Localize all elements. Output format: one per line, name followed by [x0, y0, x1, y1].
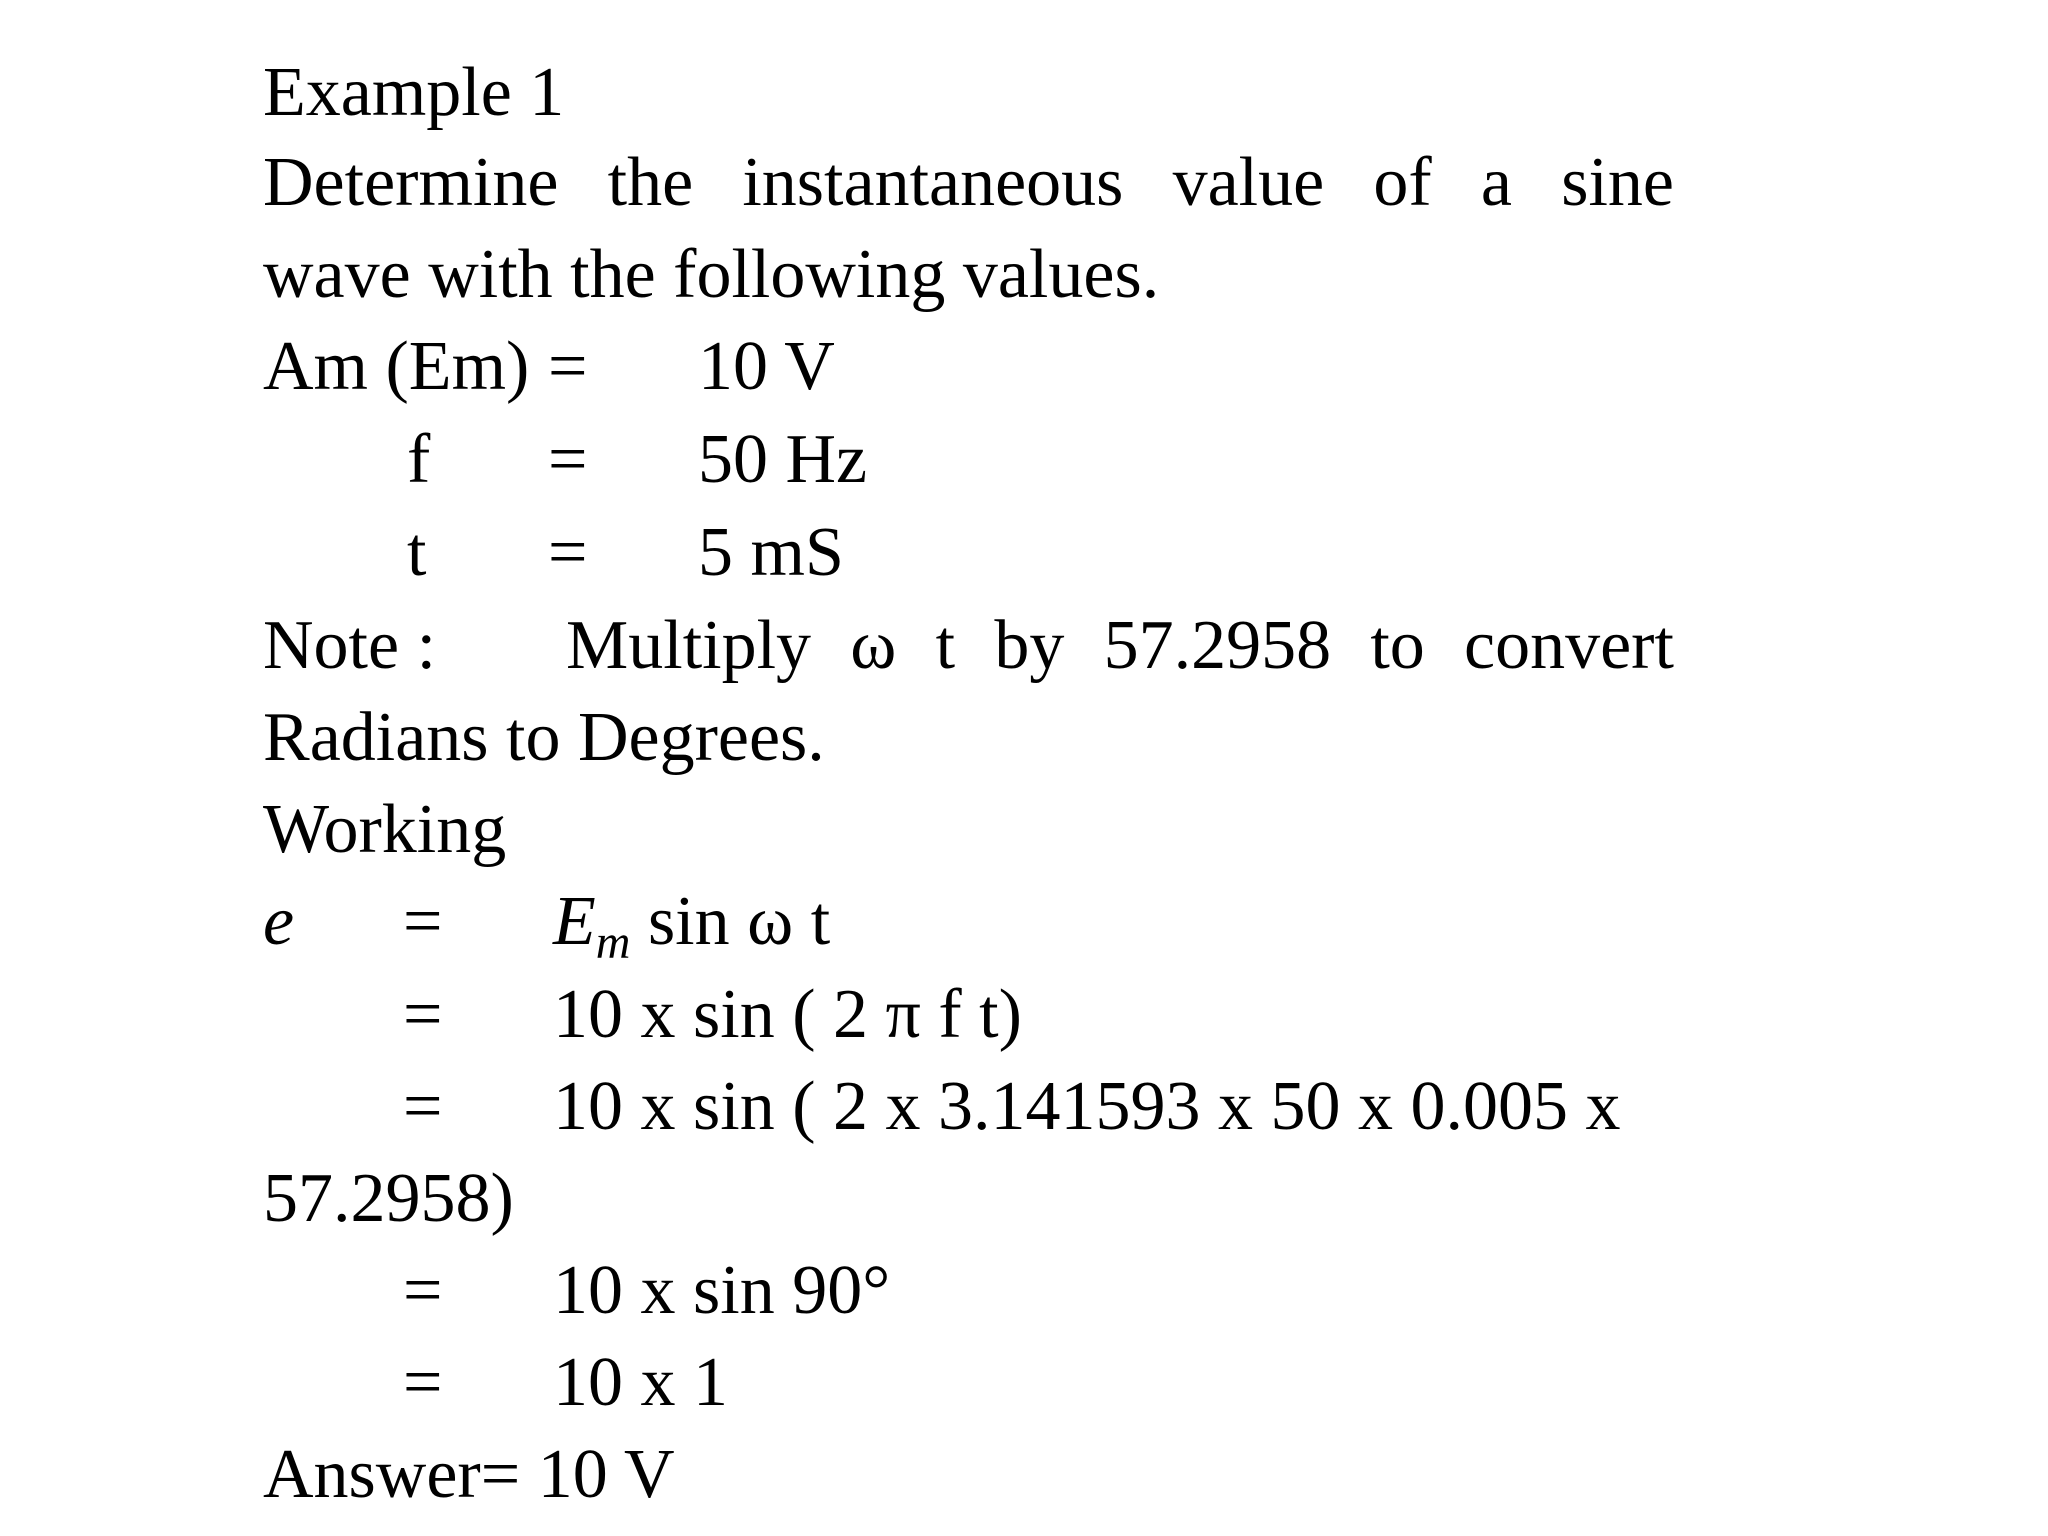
- working-step-2-wrap: 57.2958): [263, 1160, 514, 1237]
- problem-word: instantaneous: [742, 144, 1124, 221]
- formula-rest: sin ω t: [647, 883, 831, 960]
- note-word: Multiply: [566, 607, 812, 684]
- problem-line-1: [263, 144, 1674, 221]
- note-word: t: [935, 607, 956, 684]
- working-equals: =: [403, 1344, 443, 1421]
- note-word: by: [994, 607, 1065, 684]
- example-title: Example 1: [263, 54, 565, 131]
- problem-word: of: [1373, 144, 1432, 221]
- working-heading: Working: [263, 791, 507, 868]
- working-step-4: 10 x 1: [553, 1344, 728, 1421]
- note-line-2: Radians to Degrees.: [263, 699, 825, 776]
- note-line-1: [566, 607, 1674, 684]
- given-value-amplitude: 10 V: [698, 328, 835, 405]
- working-formula: [553, 883, 831, 969]
- given-equals: =: [548, 421, 588, 498]
- note-label: Note :: [263, 607, 437, 684]
- problem-line-2: wave with the following values.: [263, 236, 1160, 313]
- note-word: ω: [850, 607, 897, 684]
- given-label-frequency: f: [407, 421, 431, 498]
- note-word: convert: [1464, 607, 1674, 684]
- given-value-frequency: 50 Hz: [698, 421, 868, 498]
- answer-line: Answer= 10 V: [263, 1436, 675, 1513]
- working-step-2: 10 x sin ( 2 x 3.141593 x 50 x 0.005 x: [553, 1068, 1621, 1145]
- problem-word: a: [1480, 144, 1512, 221]
- formula-e-symbol: E: [553, 883, 596, 960]
- working-step-3: 10 x sin 90°: [553, 1252, 891, 1329]
- working-equals: =: [403, 1252, 443, 1329]
- working-equals: =: [403, 1068, 443, 1145]
- note-word: 57.2958: [1103, 607, 1332, 684]
- given-label-time: t: [407, 514, 427, 591]
- working-step-1: 10 x sin ( 2 π f t): [553, 976, 1022, 1053]
- problem-word: value: [1172, 144, 1325, 221]
- given-equals: =: [548, 328, 588, 405]
- working-equals: =: [403, 883, 443, 960]
- note-word: to: [1370, 607, 1425, 684]
- formula-subscript: m: [595, 916, 631, 969]
- given-equals: =: [548, 514, 588, 591]
- working-equals: =: [403, 976, 443, 1053]
- working-variable: e: [263, 883, 295, 960]
- problem-word: Determine: [263, 144, 559, 221]
- given-value-time: 5 mS: [698, 514, 844, 591]
- problem-word: the: [607, 144, 694, 221]
- given-label-amplitude: Am (Em): [263, 328, 530, 405]
- problem-word: sine: [1561, 144, 1674, 221]
